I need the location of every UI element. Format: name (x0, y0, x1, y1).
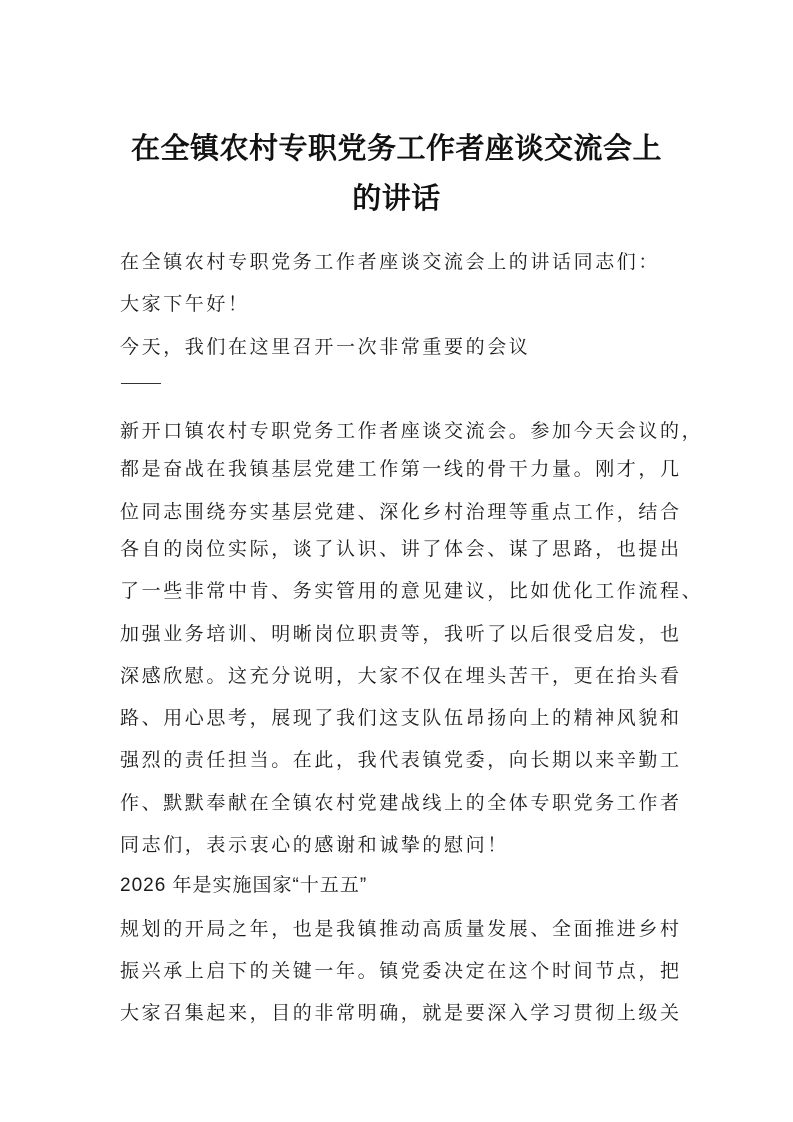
body-line: 加强业务培训、明晰岗位职责等，我听了以后很受启发，也 (120, 623, 682, 645)
body-line: 今天，我们在这里召开一次非常重要的会议 (120, 336, 531, 358)
body-line: 同志们，表示衷心的感谢和诚挚的慰问！ (120, 834, 509, 856)
document-title-line-2: 的讲话 (352, 181, 441, 215)
body-line: 路、用心思考，展现了我们这支队伍昂扬向上的精神风貌和 (120, 707, 682, 729)
body-line: 深感欣慰。这充分说明，大家不仅在埋头苦干，更在抬头看 (120, 665, 682, 687)
body-line: 振兴承上启下的关键一年。镇党委决定在这个时间节点，把 (120, 960, 682, 982)
body-line: 在全镇农村专职党务工作者座谈交流会上的讲话同志们： (120, 251, 661, 273)
body-line: 作、默默奉献在全镇农村党建战线上的全体专职党务工作者 (120, 792, 682, 814)
dash-separator (121, 383, 161, 384)
document-title-line-1: 在全镇农村专职党务工作者座谈交流会上 (130, 131, 662, 165)
body-line: 都是奋战在我镇基层党建工作第一线的骨干力量。刚才，几 (120, 458, 682, 480)
body-line: 大家召集起来，目的非常明确，就是要深入学习贯彻上级关 (120, 1002, 682, 1024)
body-line: 各自的岗位实际，谈了认识、讲了体会、谋了思路，也提出 (120, 538, 682, 560)
body-line: 强烈的责任担当。在此，我代表镇党委，向长期以来辛勤工 (120, 749, 682, 771)
body-line: 位同志围绕夯实基层党建、深化乡村治理等重点工作，结合 (120, 501, 682, 523)
body-line: 2026 年是实施国家“十五五” (120, 875, 368, 896)
body-line: 大家下午好！ (120, 293, 250, 315)
body-line: 规划的开局之年，也是我镇推动高质量发展、全面推进乡村 (120, 918, 682, 940)
body-line: 新开口镇农村专职党务工作者座谈交流会。参加今天会议的， (120, 420, 704, 442)
body-line: 了一些非常中肯、务实管用的意见建议，比如优化工作流程、 (120, 580, 704, 602)
